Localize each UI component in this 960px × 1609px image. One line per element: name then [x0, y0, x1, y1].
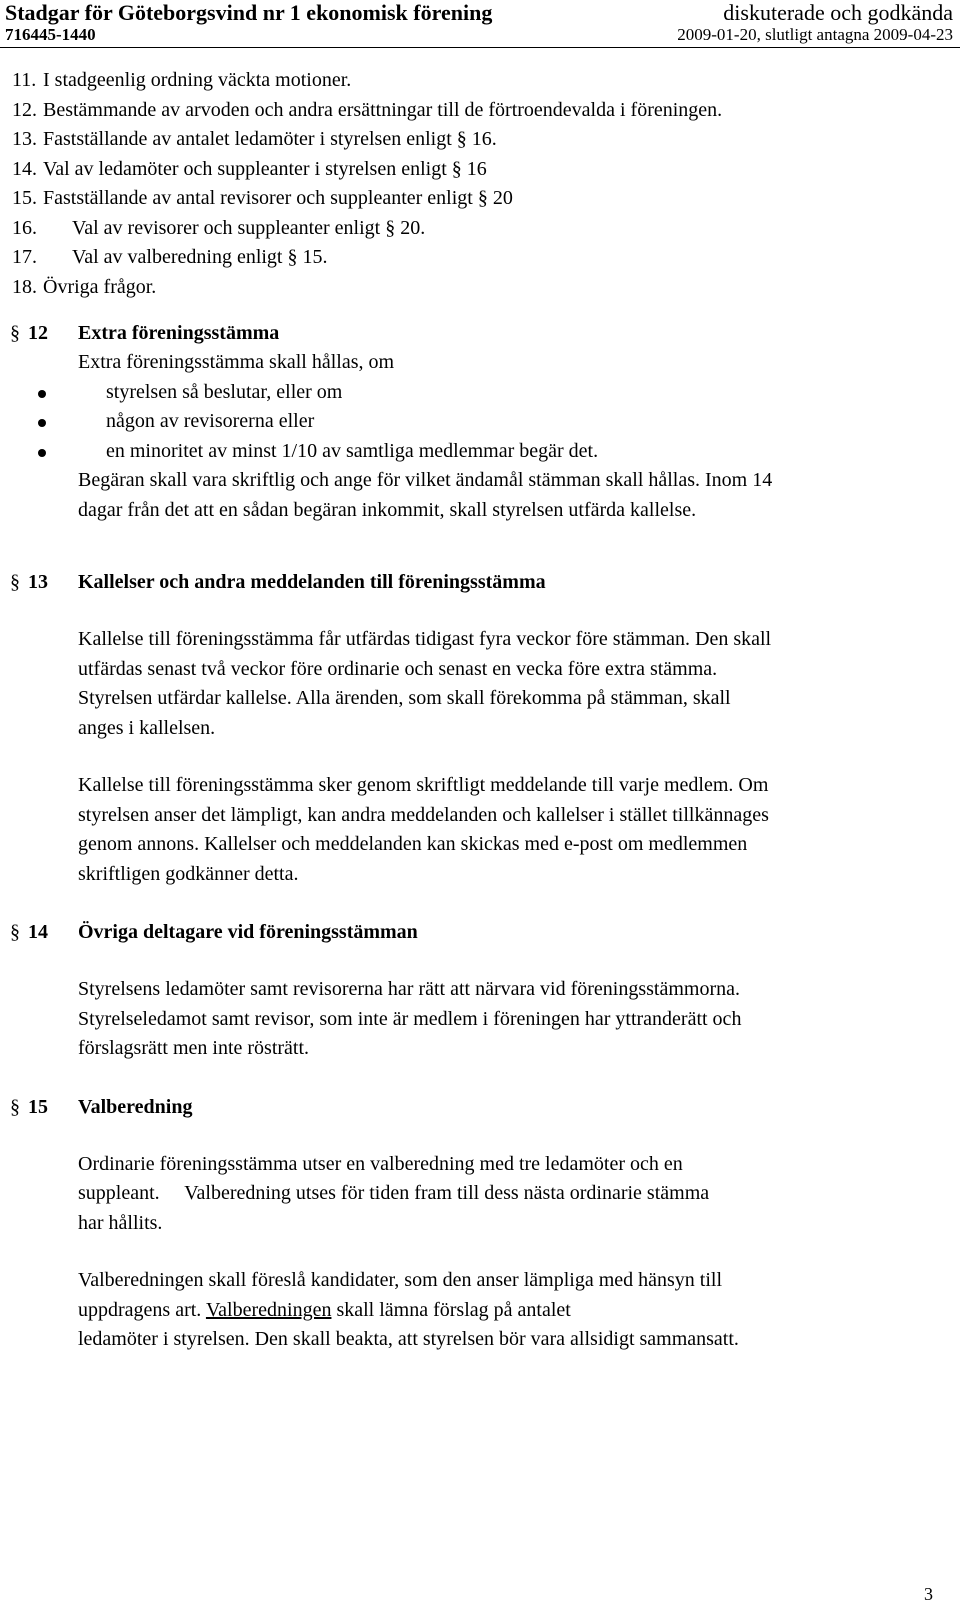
section-text: styrelsen anser det lämpligt, kan andra meddelanden och kallelser i stället tillkännages	[78, 803, 769, 826]
section-text: Styrelsens ledamöter samt revisorerna har rätt att närvara vid föreningsstämmorna.	[78, 978, 740, 1000]
section-text: Ordinarie föreningsstämma utser en valberedning med tre ledamöter och en	[78, 1152, 683, 1175]
section-number: 14	[28, 921, 48, 943]
section-symbol: §	[10, 1095, 20, 1118]
bullet-item: en minoritet av minst 1/10 av samtliga medlemmar begär det.	[10, 437, 950, 467]
page-number: 3	[924, 1584, 933, 1604]
agenda-item: 15. Fastställande av antal revisorer och suppleanter enligt § 20	[12, 187, 513, 209]
agenda-item: 17. Val av valberedning enligt § 15.	[12, 246, 328, 268]
section-text: anges i kallelsen.	[78, 716, 216, 739]
agenda-item: 12. Bestämmande av arvoden och andra ersättningar till de förtroendevalda i föreningen.	[12, 98, 723, 121]
section-symbol: §	[10, 571, 20, 593]
agenda-item: 11. I stadgeenlig ordning väckta motioner.	[12, 69, 352, 91]
header-row-1	[5, 0, 953, 26]
bullet-item: någon av revisorerna eller	[10, 407, 950, 437]
section-text: Begäran skall vara skriftlig och ange för vilket ändamål stämman skall hållas. Inom 14	[78, 469, 773, 491]
agenda-list	[10, 66, 950, 302]
document-body	[10, 66, 950, 1355]
header-row-2	[5, 25, 953, 45]
section-text: uppdragens art. Valberedningen skall lämna förslag på antalet	[78, 1298, 571, 1321]
agenda-item: 14. Val av ledamöter och suppleanter i styrelsen enligt § 16	[12, 157, 487, 180]
section-text: skriftligen godkänner detta.	[78, 862, 299, 885]
agenda-item: 13. Fastställande av antalet ledamöter i styrelsen enligt § 16.	[12, 128, 497, 150]
org-number: 716445-1440	[5, 25, 96, 44]
section-text: Styrelsen utfärdar kallelse. Alla ärenden, som skall förekomma på stämman, skall	[78, 687, 731, 709]
agenda-item: 18. Övriga frågor.	[12, 275, 157, 298]
section-symbol: §	[10, 322, 20, 344]
section-text: Kallelse till föreningsstämma sker genom skriftligt meddelande till varje medlem. Om	[78, 774, 769, 796]
section-12	[10, 318, 950, 525]
section-heading	[10, 318, 950, 348]
bullet-icon	[10, 437, 106, 467]
underlined-term: Valberedningen	[205, 1298, 332, 1321]
bullet-icon	[10, 378, 106, 408]
section-14	[10, 917, 950, 1064]
section-number: 15	[28, 1095, 48, 1118]
section-symbol: §	[10, 921, 20, 943]
section-text: Styrelseledamot samt revisor, som inte är medlem i föreningen har yttranderätt och	[78, 1007, 742, 1030]
document-dates: 2009-01-20, slutligt antagna 2009-04-23	[677, 25, 953, 44]
section-number: 12	[28, 322, 48, 344]
section-text: Valberedningen skall föreslå kandidater, som den anser lämpliga med hänsyn till	[78, 1269, 723, 1291]
section-title: Övriga deltagare vid föreningsstämman	[78, 921, 418, 943]
page-header	[0, 0, 960, 48]
document-title: Stadgar för Göteborgsvind nr 1 ekonomisk förening	[5, 0, 493, 25]
document-status: diskuterade och godkända	[723, 0, 953, 25]
agenda-item: 16. Val av revisorer och suppleanter enligt § 20.	[12, 216, 426, 239]
section-text: suppleant. Valberedning utses för tiden fram till dess nästa ordinarie stämma	[78, 1182, 710, 1204]
section-title: Extra föreningsstämma	[78, 322, 280, 344]
section-text: har hållits.	[78, 1211, 163, 1234]
section-15	[10, 1092, 950, 1355]
section-text: Extra föreningsstämma skall hållas, om	[78, 351, 395, 373]
section-text: förslagsrätt men inte rösträtt.	[78, 1037, 310, 1059]
section-text: utfärdas senast två veckor före ordinarie och senast en vecka före extra stämma.	[78, 657, 718, 680]
section-heading	[10, 1092, 950, 1122]
section-heading	[10, 917, 950, 947]
bullet-icon	[10, 407, 106, 437]
section-text: Kallelse till föreningsstämma får utfärdas tidigast fyra veckor före stämman. Den skall	[78, 628, 772, 650]
section-text: dagar från det att en sådan begäran inkommit, skall styrelsen utfärda kallelse.	[78, 498, 697, 521]
section-text: ledamöter i styrelsen. Den skall beakta, att styrelsen bör vara allsidigt sammansatt.	[78, 1328, 739, 1350]
section-heading	[10, 567, 950, 597]
section-title: Valberedning	[78, 1095, 193, 1118]
section-13	[10, 567, 950, 889]
section-title: Kallelser och andra meddelanden till föreningsstämma	[78, 571, 546, 593]
section-number: 13	[28, 571, 48, 593]
section-text: genom annons. Kallelser och meddelanden kan skickas med e-post om medlemmen	[78, 833, 748, 855]
bullet-item: styrelsen så beslutar, eller om	[10, 378, 950, 408]
